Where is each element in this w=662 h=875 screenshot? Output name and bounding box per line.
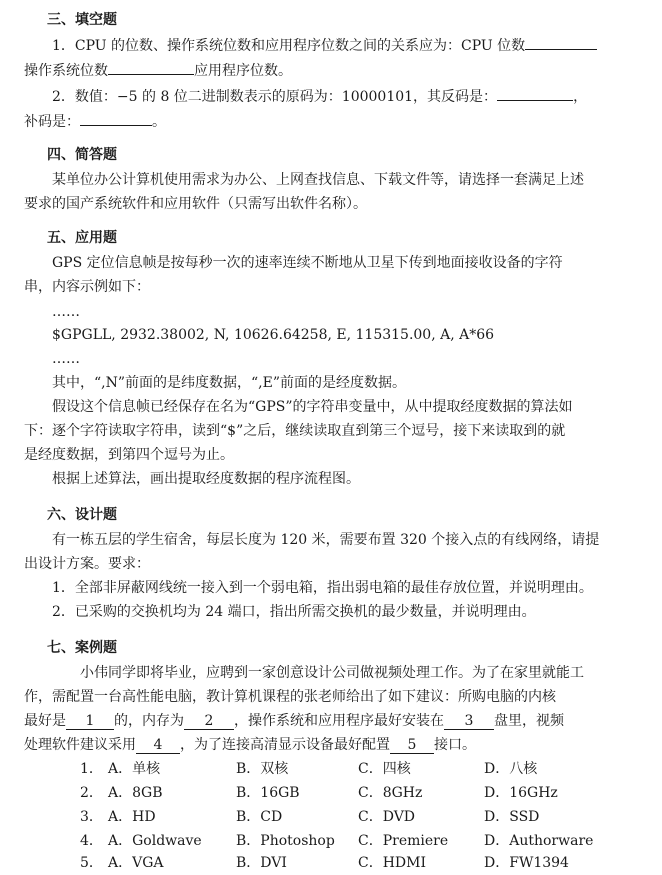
option-a[interactable]: A．VGA (108, 855, 164, 871)
s3-q1-text-a: 1．CPU 的位数、操作系统位数和应用程序位数之间的关系应为：CPU 位数 (52, 38, 526, 54)
option-d[interactable]: D．Authorware (484, 833, 594, 849)
numbered-blank-2[interactable]: 2 (184, 713, 234, 730)
section-6-title: 六、设计题 (47, 507, 117, 523)
s7-text: ，操作系统和应用程序最好安装在 (234, 713, 444, 729)
s7-text: ，为了连接高清显示设备最好配置 (180, 737, 390, 753)
numbered-blank-4[interactable]: 4 (136, 737, 180, 754)
s4-para-line2: 要求的国产系统软件和应用软件（只需写出软件名称）。 (24, 196, 367, 212)
option-b[interactable]: B．Photoshop (236, 833, 335, 849)
s3-q2-text-d: 。 (152, 114, 166, 130)
s3-q2-text-b: ， (573, 89, 588, 105)
section-7-title: 七、案例题 (47, 640, 117, 656)
option-d[interactable]: D．16GHz (484, 785, 558, 801)
section-3-title: 三、填空题 (47, 12, 117, 28)
s7-para-line4 (24, 735, 476, 755)
s7-para-line3 (24, 711, 564, 731)
option-b[interactable]: B．16GB (236, 785, 300, 801)
s5-para-line4: 假设这个信息帧已经保存在名为“GPS”的字符串变量中，从中提取经度数据的算法如 (52, 399, 573, 415)
s5-para-line3: 其中，“,N”前面的是纬度数据，“,E”前面的是经度数据。 (52, 375, 406, 391)
option-a[interactable]: A．HD (108, 809, 156, 825)
s7-text: 接口。 (434, 737, 476, 753)
answer-blank[interactable] (497, 86, 573, 101)
s5-para-line5: 下：逐个字符读取字符串，读到“$”之后，继续读取直到第三个逗号，接下来读取到的就 (24, 423, 566, 439)
s6-requirement-2: 2．已采购的交换机均为 24 端口，指出所需交换机的最少数量，并说明理由。 (52, 604, 536, 620)
s5-ellipsis-1: …… (52, 304, 80, 320)
s3-q1-text-b: 操作系统位数 (24, 63, 108, 79)
s4-para-line1: 某单位办公计算机使用需求为办公、上网查找信息、下载文件等，请选择一套满足上述 (52, 172, 584, 188)
numbered-blank-3[interactable]: 3 (444, 713, 494, 730)
option-number: 2． (80, 785, 103, 801)
s5-sample-sentence: $GPGLL, 2932.38002, N, 10626.64258, E, 115315.00, A, A*66 (52, 327, 495, 343)
option-b[interactable]: B．双核 (236, 761, 289, 777)
option-a[interactable]: A．Goldwave (108, 833, 202, 849)
option-b[interactable]: B．DVI (236, 855, 287, 871)
option-c[interactable]: C．Premiere (358, 833, 449, 849)
s6-para-line2: 出设计方案。要求： (24, 556, 150, 572)
numbered-blank-1[interactable]: 1 (66, 713, 114, 730)
s7-text: 的，内存为 (114, 713, 184, 729)
s5-ellipsis-2: …… (52, 351, 80, 367)
s3-q2-text-c: 补码是： (24, 114, 80, 130)
option-number: 3． (80, 809, 103, 825)
s5-para-line7: 根据上述算法，画出提取经度数据的程序流程图。 (52, 471, 360, 487)
s3-q2-line2 (24, 111, 166, 132)
s3-q1-line2 (24, 60, 292, 81)
answer-blank[interactable] (108, 60, 194, 75)
option-d[interactable]: D．SSD (484, 809, 540, 825)
answer-blank[interactable] (80, 111, 152, 126)
section-4-title: 四、简答题 (47, 147, 117, 163)
section-5-title: 五、应用题 (47, 230, 117, 246)
option-d[interactable]: D．FW1394 (484, 855, 569, 871)
s7-text: 盘里，视频 (494, 713, 564, 729)
s7-para-line2: 作，需配置一台高性能电脑，教计算机课程的张老师给出了如下建议：所购电脑的内核 (24, 689, 556, 705)
numbered-blank-5[interactable]: 5 (390, 737, 434, 754)
s7-para-line1: 小伟同学即将毕业，应聘到一家创意设计公司做视频处理工作。为了在家里就能工 (80, 665, 584, 681)
answer-blank[interactable] (525, 35, 597, 50)
s5-para-line1: GPS 定位信息帧是按每秒一次的速率连续不断地从卫星下传到地面接收设备的字符 (52, 255, 563, 271)
option-b[interactable]: B．CD (236, 809, 283, 825)
s5-para-line6: 是经度数据，到第四个逗号为止。 (24, 447, 234, 463)
option-a[interactable]: A．单核 (108, 761, 161, 777)
option-c[interactable]: C．DVD (358, 809, 416, 825)
s5-para-line2: 串，内容示例如下： (24, 279, 150, 295)
option-d[interactable]: D．八核 (484, 761, 538, 777)
option-a[interactable]: A．8GB (108, 785, 163, 801)
s6-para-line1: 有一栋五层的学生宿舍，每层长度为 120 米，需要布置 320 个接入点的有线网络，请提 (52, 532, 600, 548)
option-number: 5． (80, 855, 103, 871)
option-c[interactable]: C．四核 (358, 761, 411, 777)
option-c[interactable]: C．8GHz (358, 785, 423, 801)
s3-q1-line1 (52, 35, 597, 56)
option-number: 1． (80, 761, 103, 777)
s3-q2-line1 (52, 86, 587, 107)
s7-text: 处理软件建议采用 (24, 737, 136, 753)
s6-requirement-1: 1．全部非屏蔽网线统一接入到一个弱电箱，指出弱电箱的最佳存放位置，并说明理由。 (52, 580, 593, 596)
s7-text: 最好是 (24, 713, 66, 729)
s3-q1-text-c: 应用程序位数。 (194, 63, 292, 79)
s3-q2-text-a: 2．数值：−5 的 8 位二进制数表示的原码为：10000101，其反码是： (52, 89, 498, 105)
option-c[interactable]: C．HDMI (358, 855, 427, 871)
option-number: 4． (80, 833, 103, 849)
